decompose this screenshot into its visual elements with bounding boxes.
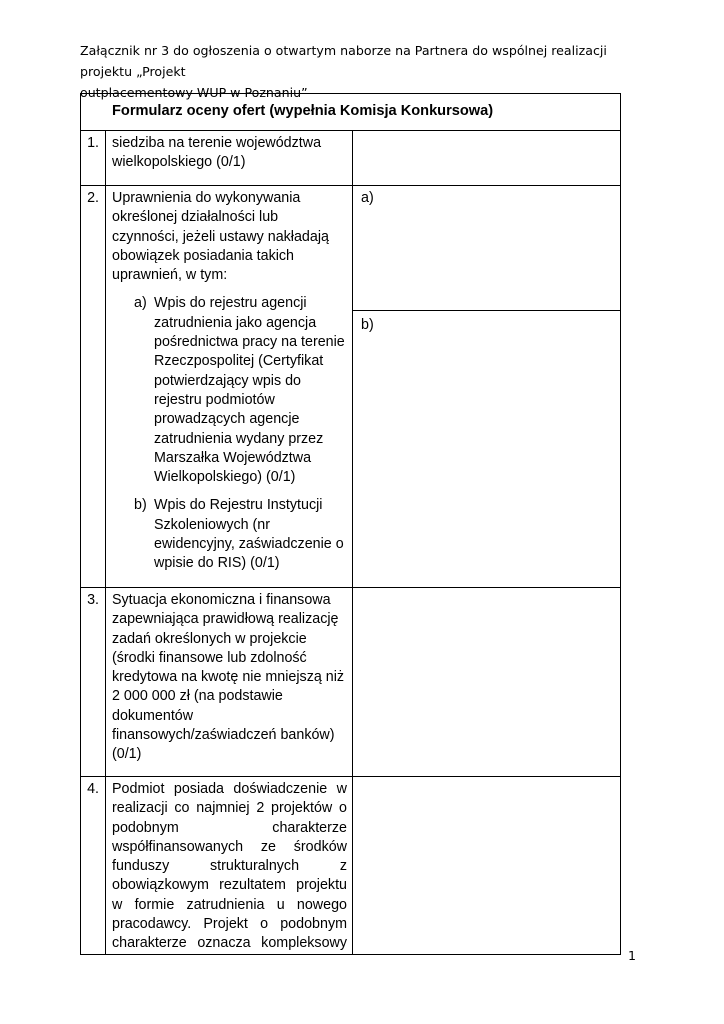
table-row [81,588,621,777]
criterion-text: Uprawnienia do wykonywania określonej działalności lub czynności, jeżeli ustawy nakładają obowiązek posiadania takich uprawnień, w tym: [112,190,329,284]
row-number: 2. [81,186,106,588]
page-number: 1 [628,948,637,963]
answer-cell [353,588,621,777]
criterion-line: charakterze oznacza kompleksowy [112,935,347,952]
row-number: 1. [81,131,106,186]
table-row [81,186,621,588]
answer-label-b: b) [361,317,374,333]
criterion-cell: Sytuacja ekonomiczna i finansowa zapewniająca prawidłową realizację zadań określonych w projekcie (środki finansowe lub zdolność kredytowa na kwotę nie mniejszą niż 2 000 000 zł (na podstawie dokumentów finansowych/zaświadczeń banków) (0/1) [106,588,353,777]
table-row [81,131,621,186]
table-title: Formularz oceny ofert (wypełnia Komisja Konkursowa) [81,94,621,131]
answer-cell [353,186,621,588]
answer-cell [353,131,621,186]
header-line-1: Załącznik nr 3 do ogłoszenia o otwartym naborze na Partnera do wspólnej realizacji projektu „Projekt [80,43,607,79]
row-number: 4. [81,777,106,955]
criterion-line: w formie zatrudnienia u nowego [112,896,347,913]
criterion-line: pracodawcy. Projekt o podobnym [112,916,347,933]
answer-divider [353,310,620,311]
criterion-line: realizacji co najmniej 2 projektów o [112,800,347,817]
list-item-text: Wpis do rejestru agencji zatrudnienia jako agencja pośrednictwa pracy na terenie Rzeczpospolitej (Certyfikat potwierdzający wpis do rejestru podmiotów prowadzących agencje zatrudnienia wydany przez Marszałka Województwa Wielkopolskiego) (0/1) [154,295,345,486]
list-item-rejestr-agencji [134,294,347,487]
criterion-cell [106,186,353,588]
criterion-line: funduszy strukturalnych z [112,858,347,875]
criterion-line: podobnym charakterze [112,819,347,836]
list-item-rejestr-ras [134,496,347,573]
list-marker: b) [134,497,147,514]
table-title-row [81,94,621,131]
row-number: 3. [81,588,106,777]
header-line-2: outplacementowy WUP w Poznaniu” [80,85,308,100]
list-item-text: Wpis do Rejestru Instytucji Szkoleniowych (nr ewidencyjny, zaświadczenie o wpisie do RIS) (0/1) [154,497,344,572]
answer-cell [353,777,621,955]
list-marker: a) [134,295,147,312]
table-row [81,777,621,955]
criterion-line: Podmiot posiada doświadczenie w [112,781,347,797]
answer-label-a: a) [361,190,374,206]
criterion-cell [106,777,353,955]
criterion-line: obowiązkowym rezultatem projektu [112,877,347,894]
criterion-cell: siedziba na terenie województwa wielkopolskiego (0/1) [106,131,353,186]
criterion-sublist [112,294,347,573]
criterion-line: współfinansowanych ze środków [112,838,347,855]
evaluation-form-table [80,93,621,955]
